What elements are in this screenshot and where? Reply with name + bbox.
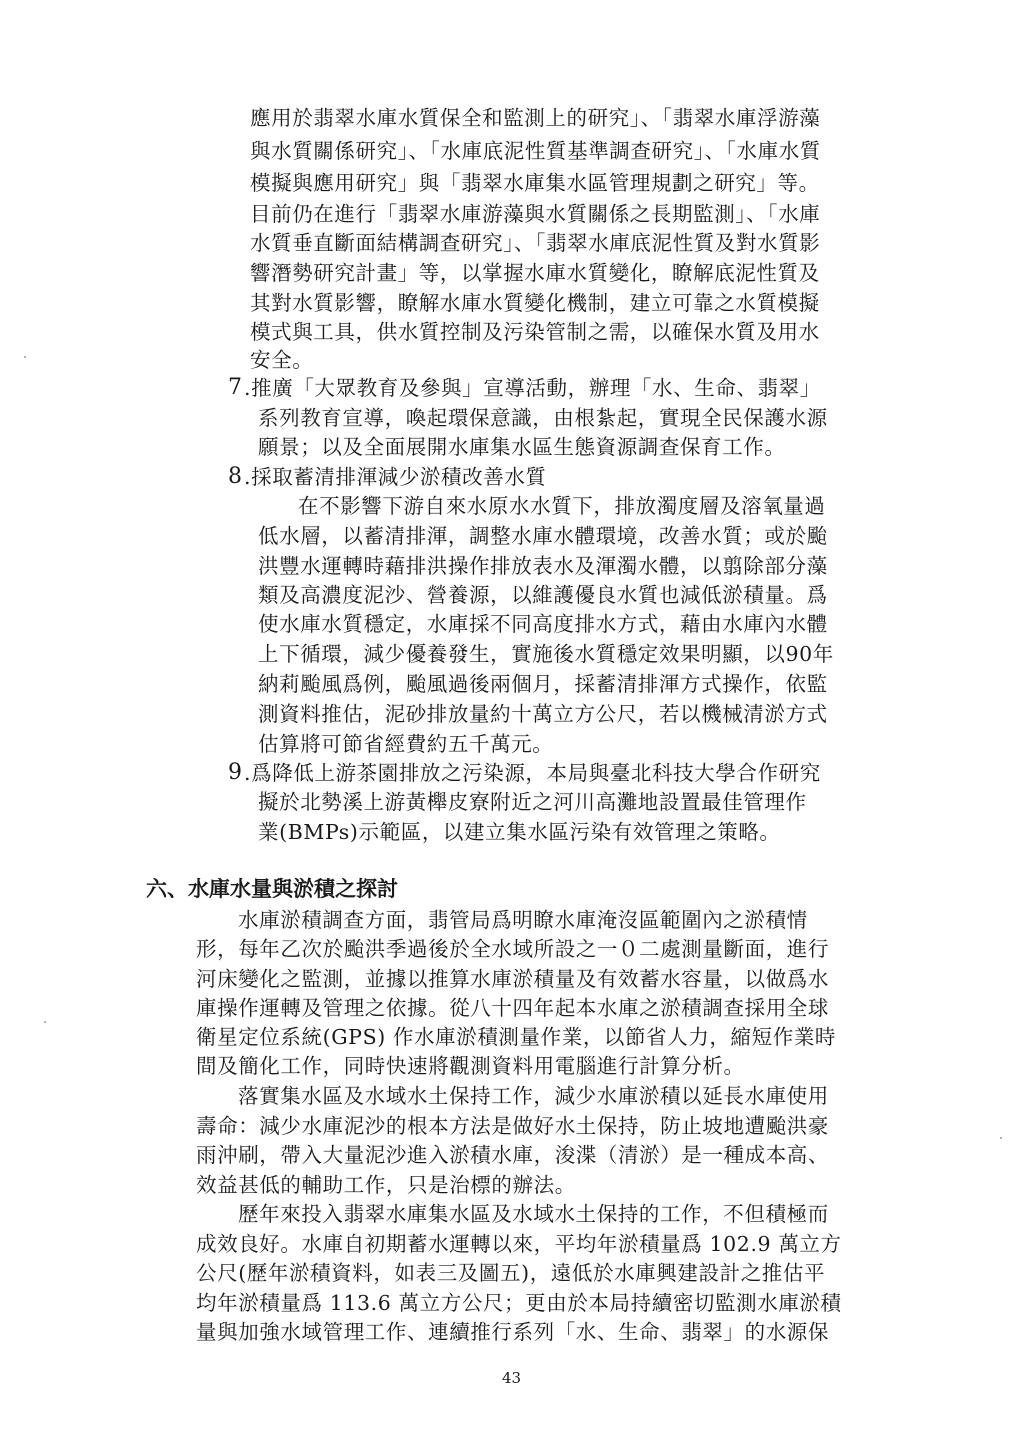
text-line: 業(BMPs)示範區，以建立集水區污染有效管理之策略。: [258, 820, 781, 844]
text-line: 衛星定位系統(GPS) 作水庫淤積測量作業，以節省人力，縮短作業時: [196, 1025, 837, 1049]
text-line: 安全。: [250, 348, 314, 372]
text-line: 水質垂直斷面結構調查研究」、「翡翠水庫底泥性質及對水質影: [250, 231, 821, 255]
text-line: 在不影響下游自來水原水水質下，排放濁度層及溶氧量過: [298, 494, 826, 518]
text-line: 估算將可節省經費約五千萬元。: [258, 732, 554, 756]
text-line: 歷年來投入翡翠水庫集水區及水域水土保持的工作，不但積極而: [238, 1202, 829, 1226]
text-line: 使水庫水質穩定，水庫採不同高度排水方式，藉由水庫內水體: [258, 612, 828, 636]
text-line: 公尺(歷年淤積資料，如表三及圖五)，遠低於水庫興建設計之推估平: [196, 1261, 826, 1285]
text-line: 模擬與應用研究」與「翡翠水庫集水區管理規劃之研究」等。: [250, 171, 820, 195]
text-line: 系列教育宣導，喚起環保意識，由根紮起，實現全民保護水源: [258, 406, 828, 430]
text-line: 洪豐水運轉時藉排洪操作排放表水及渾濁水體，以翦除部分藻: [258, 554, 828, 578]
item-number: 8: [228, 464, 242, 489]
text-line: 應用於翡翠水庫水質保全和監測上的研究」、「翡翠水庫浮游藻: [250, 106, 821, 130]
text-line: 均年淤積量爲 113.6 萬立方公尺；更由於本局持續密切監測水庫淤積: [196, 1291, 842, 1315]
scan-speck: [1000, 1137, 1002, 1139]
text-line: 納莉颱風爲例，颱風過後兩個月，採蓄清排渾方式操作，依監: [258, 672, 828, 696]
text-line: 量與加強水域管理工作、連續推行系列「水、生命、翡翠」的水源保: [196, 1320, 829, 1344]
text-line: 測資料推估，泥砂排放量約十萬立方公尺，若以機械清淤方式: [258, 702, 828, 726]
text-line: 成效良好。水庫自初期蓄水運轉以來，平均年淤積量爲 102.9 萬立方: [196, 1232, 842, 1256]
text-line: 效益甚低的輔助工作，只是治標的辦法。: [196, 1173, 576, 1197]
text-line: 上下循環，減少優養發生，實施後水質穩定效果明顯，以90年: [258, 642, 834, 666]
text-line: 庫操作運轉及管理之依據。從八十四年起本水庫之淤積調查採用全球: [196, 996, 829, 1020]
text-line: 壽命：減少水庫泥沙的根本方法是做好水土保持，防止坡地遭颱洪豪: [196, 1114, 829, 1138]
text-line: .推廣「大眾教育及參與」宣導活動，辦理「水、生命、翡翠」: [244, 376, 821, 400]
text-line: 模式與工具，供水質控制及污染管制之需，以確保水質及用水: [250, 320, 820, 344]
text-line: 願景；以及全面展開水庫集水區生態資源調查保育工作。: [258, 435, 786, 459]
text-line: 類及高濃度泥沙、營養源，以維護優良水質也減低淤積量。爲: [258, 583, 828, 607]
item-number: 7: [228, 375, 242, 400]
item-title: .採取蓄清排渾減少淤積改善水質: [244, 465, 547, 489]
text-line: 擬於北勢溪上游黃櫸皮寮附近之河川高灘地設置最佳管理作: [258, 790, 807, 814]
text-line: 河床變化之監測，並據以推算水庫淤積量及有效蓄水容量，以做爲水: [196, 967, 829, 991]
text-line: 形，每年乙次於颱洪季過後於全水域所設之一０二處測量斷面，進行: [196, 937, 829, 961]
text-line: 雨沖刷，帶入大量泥沙進入淤積水庫，浚渫（清淤）是一種成本高、: [196, 1143, 829, 1167]
page-number: 43: [502, 1369, 522, 1387]
section-heading: 六、水庫水量與淤積之探討: [146, 876, 398, 901]
text-line: 間及簡化工作，同時快速將觀測資料用電腦進行計算分析。: [196, 1054, 745, 1078]
text-line: .爲降低上游茶園排放之污染源，本局與臺北科技大學合作研究: [244, 761, 821, 785]
text-line: 響潛勢研究計畫」等，以掌握水庫水質變化，瞭解底泥性質及: [250, 261, 820, 285]
text-line: 目前仍在進行「翡翠水庫游藻與水質關係之長期監測」、「水庫: [250, 202, 821, 226]
scan-speck: [44, 1021, 46, 1023]
text-line: 水庫淤積調查方面，翡管局爲明瞭水庫淹沒區範圍內之淤積情: [238, 908, 808, 932]
text-line: 落實集水區及水域水土保持工作，減少水庫淤積以延長水庫使用: [238, 1084, 829, 1108]
text-line: 低水層，以蓄清排渾，調整水庫水體環境，改善水質；或於颱: [258, 524, 828, 548]
item-number: 9: [228, 760, 242, 785]
text-line: 其對水質影響，瞭解水庫水質變化機制，建立可靠之水質模擬: [250, 291, 820, 315]
text-line: 與水質關係研究」、「水庫底泥性質基準調查研究」、「水庫水質: [250, 139, 821, 163]
scan-speck: [24, 356, 26, 358]
